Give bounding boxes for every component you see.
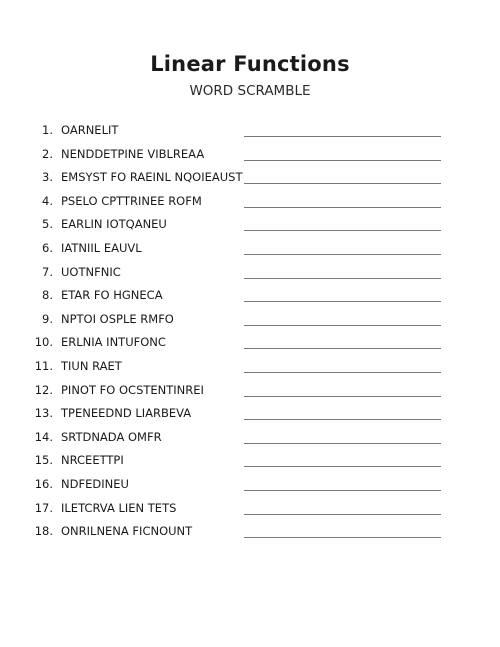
word-item-11: [30, 355, 450, 379]
answer-line: [244, 325, 441, 326]
word-item-16: [30, 473, 450, 497]
word-item-12: [30, 379, 450, 403]
scrambled-word: TPENEEDND LIARBEVA: [61, 406, 192, 421]
word-item-18: [30, 520, 450, 544]
answer-line: [244, 419, 441, 420]
answer-line: [244, 278, 441, 279]
item-number: 6.: [42, 240, 53, 255]
word-item-7: [30, 261, 450, 285]
scrambled-word: PINOT FO OCSTENTINREI: [61, 382, 204, 397]
answer-line: [244, 207, 441, 208]
word-scramble-list: [30, 119, 450, 544]
item-number: 10.: [34, 335, 53, 350]
item-number: 9.: [42, 311, 53, 326]
scrambled-word: EARLIN IOTQANEU: [61, 217, 167, 232]
word-item-2: [30, 143, 450, 167]
word-item-10: [30, 331, 450, 355]
scrambled-word: UOTNFNIC: [61, 264, 121, 279]
item-number: 1.: [42, 123, 53, 137]
word-item-8: [30, 284, 450, 308]
answer-line: [244, 466, 441, 467]
item-number: 17.: [34, 500, 53, 515]
answer-line: [244, 372, 441, 373]
answer-line: [244, 537, 441, 538]
word-item-13: [30, 402, 450, 426]
answer-line: [244, 490, 441, 491]
answer-line: [244, 183, 441, 184]
answer-line: [244, 348, 441, 349]
item-number: 4.: [42, 193, 53, 208]
scrambled-word: NDFEDINEU: [61, 476, 129, 491]
item-number: 13.: [34, 406, 53, 421]
word-item-14: [30, 426, 450, 450]
item-number: 14.: [34, 429, 53, 444]
answer-line: [244, 443, 441, 444]
scrambled-word: NRCEETTPI: [61, 453, 124, 468]
item-number: 18.: [34, 524, 53, 539]
word-item-1: [30, 119, 450, 143]
word-item-6: [30, 237, 450, 261]
word-item-9: [30, 308, 450, 332]
scrambled-word: SRTDNADA OMFR: [61, 429, 162, 444]
word-item-3: [30, 166, 450, 190]
answer-line: [244, 514, 441, 515]
scrambled-word: ETAR FO HGNECA: [61, 288, 163, 303]
word-item-5: [30, 213, 450, 237]
scrambled-word: NPTOI OSPLE RMFO: [61, 311, 174, 326]
page-subtitle: WORD SCRAMBLE: [189, 83, 311, 99]
scrambled-word: NENDDETPINE VIBLREAA: [61, 146, 205, 161]
item-number: 8.: [42, 288, 53, 303]
item-number: 5.: [42, 217, 53, 232]
item-number: 16.: [34, 476, 53, 491]
scrambled-word: ONRILNENA FICNOUNT: [61, 524, 193, 539]
item-number: 15.: [34, 453, 53, 468]
answer-line: [244, 254, 441, 255]
page-title: Linear Functions: [150, 52, 350, 76]
scrambled-word: EMSYST FO RAEINL NQOIEAUST: [61, 170, 243, 185]
item-number: 7.: [42, 264, 53, 279]
scrambled-word: ERLNIA INTUFONC: [61, 335, 166, 350]
word-item-4: [30, 190, 450, 214]
item-number: 3.: [42, 170, 53, 185]
word-item-17: [30, 497, 450, 521]
word-item-15: [30, 449, 450, 473]
scrambled-word: ILETCRVA LIEN TETS: [61, 500, 177, 515]
answer-line: [244, 230, 441, 231]
item-number: 11.: [34, 358, 53, 373]
scrambled-word: OARNELIT: [61, 123, 119, 137]
answer-line: [244, 160, 441, 161]
item-number: 2.: [42, 146, 53, 161]
answer-line: [244, 136, 441, 137]
answer-line: [244, 396, 441, 397]
scrambled-word: PSELO CPTTRINEE ROFM: [61, 193, 202, 208]
answer-line: [244, 301, 441, 302]
scrambled-word: TIUN RAET: [61, 358, 122, 373]
item-number: 12.: [34, 382, 53, 397]
scrambled-word: IATNIIL EAUVL: [61, 240, 142, 255]
